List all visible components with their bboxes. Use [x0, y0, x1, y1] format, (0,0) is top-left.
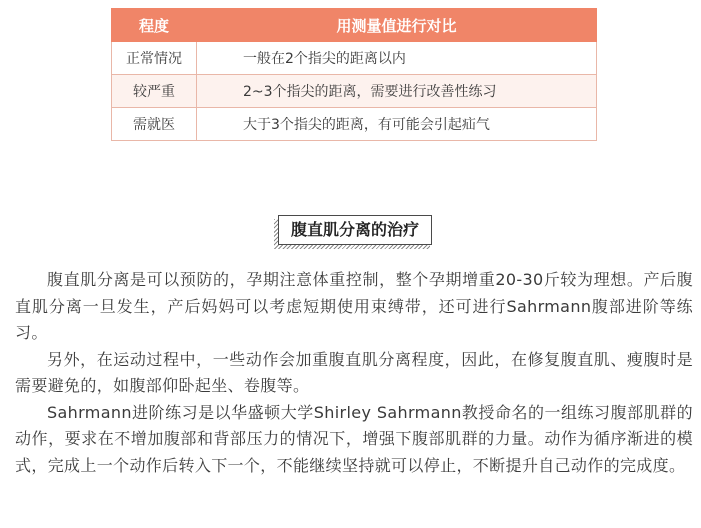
- header-comparison: 用测量值进行对比: [197, 9, 597, 42]
- paragraph: 另外，在运动过程中，一些动作会加重腹直肌分离程度，因此，在修复腹直肌、瘦腹时是需要避免的，如腹部仰卧起坐、卷腹等。: [15, 349, 693, 395]
- paragraph: 腹直肌分离是可以预防的，孕期注意体重控制，整个孕期增重20-30斤较为理想。产后腹直肌分离一旦发生，产后妈妈可以考虑短期使用束缚带，还可进行Sahrmann腹部进阶等练习。: [15, 270, 693, 342]
- table-row: [112, 75, 597, 108]
- section-title: 腹直肌分离的治疗: [278, 215, 432, 245]
- row-level: 需就医: [112, 108, 197, 141]
- row-level: 较严重: [112, 75, 197, 108]
- table-row: [112, 42, 597, 75]
- row-desc: 大于3个指尖的距离，有可能会引起疝气: [197, 108, 597, 141]
- section-heading: [274, 215, 434, 249]
- paragraph: Sahrmann进阶练习是以华盛顿大学Shirley Sahrmann教授命名的一组练习腹部肌群的动作，要求在不增加腹部和背部压力的情况下，增强下腹部肌群的力量。动作为循序渐进的模式，完成上一个动作后转入下一个，不能继续坚持就可以停止，不断提升自己动作的完成度。: [15, 402, 693, 475]
- article-body: [15, 267, 693, 479]
- table-row: [112, 108, 597, 141]
- severity-table-container: [111, 8, 597, 141]
- header-level: 程度: [112, 9, 197, 42]
- row-level: 正常情况: [112, 42, 197, 75]
- row-desc: 2~3个指尖的距离，需要进行改善性练习: [197, 75, 597, 108]
- table-header-row: [112, 9, 597, 42]
- severity-table: [111, 8, 597, 141]
- row-desc: 一般在2个指尖的距离以内: [197, 42, 597, 75]
